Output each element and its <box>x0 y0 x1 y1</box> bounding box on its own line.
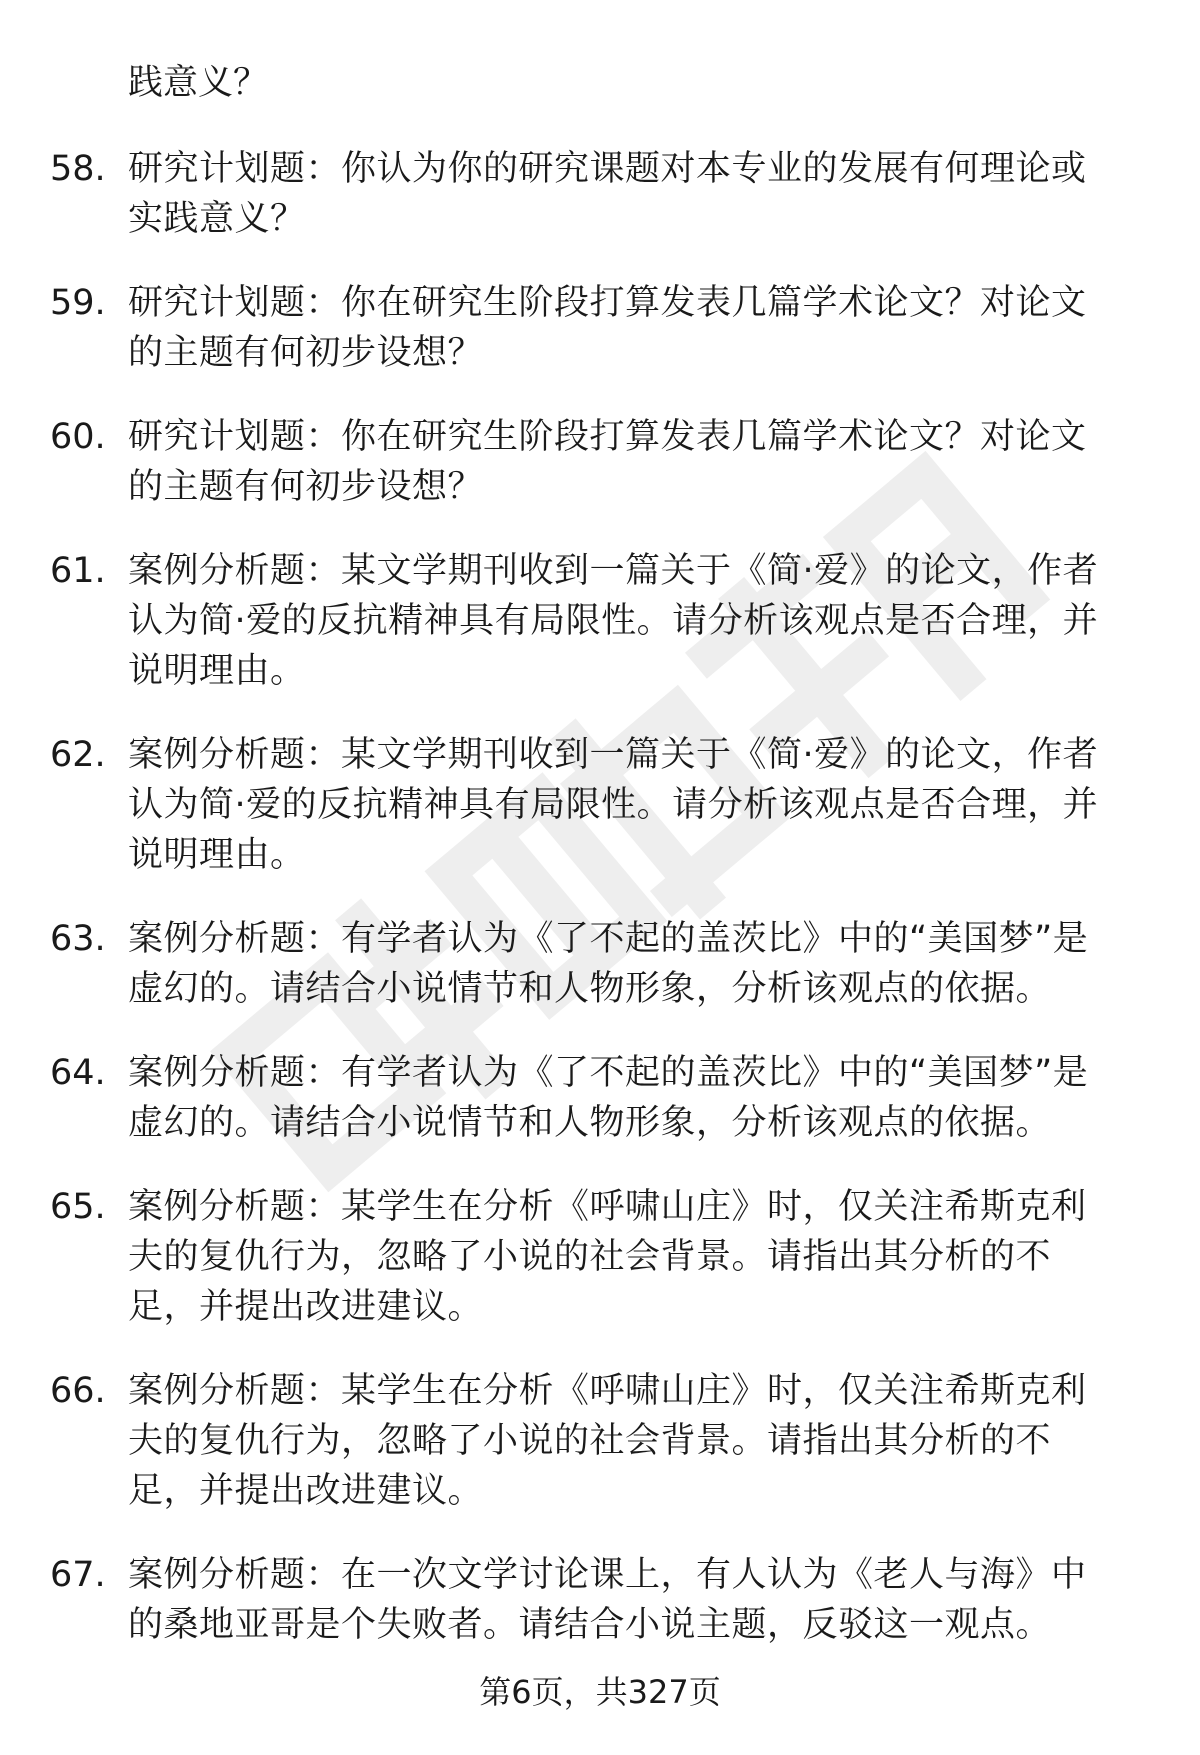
question-text: 案例分析题：某学生在分析《呼啸山庄》时，仅关注希斯克利夫的复仇行为，忽略了小说的社会背景。请指出其分析的不足，并提出改进建议。 <box>128 1371 1087 1511</box>
question-item <box>50 914 1120 1014</box>
question-text: 研究计划题：你在研究生阶段打算发表几篇学术论文？对论文的主题有何初步设想？ <box>128 417 1087 507</box>
question-text: 研究计划题：你认为你的研究课题对本专业的发展有何理论或实践意义？ <box>128 149 1087 239</box>
question-text: 案例分析题：某文学期刊收到一篇关于《简·爱》的论文，作者认为简·爱的反抗精神具有局限性。请分析该观点是否合理，并说明理由。 <box>128 735 1099 875</box>
question-number: 59. <box>50 283 106 323</box>
question-item <box>50 1550 1120 1650</box>
question-text: 研究计划题：你在研究生阶段打算发表几篇学术论文？对论文的主题有何初步设想？ <box>128 283 1087 373</box>
question-number: 66. <box>50 1371 106 1411</box>
question-number: 62. <box>50 735 106 775</box>
question-text: 案例分析题：某学生在分析《呼啸山庄》时，仅关注希斯克利夫的复仇行为，忽略了小说的社会背景。请指出其分析的不足，并提出改进建议。 <box>128 1187 1087 1327</box>
page-footer <box>0 1672 1200 1712</box>
question-number: 60. <box>50 417 106 457</box>
question-number: 65. <box>50 1187 106 1227</box>
question-number: 61. <box>50 551 106 591</box>
question-text: 案例分析题：有学者认为《了不起的盖茨比》中的“美国梦”是虚幻的。请结合小说情节和人物形象，分析该观点的依据。 <box>128 1053 1089 1143</box>
continued-question-text: 践意义？ <box>128 63 269 103</box>
question-item <box>50 1182 1120 1332</box>
question-number: 63. <box>50 919 106 959</box>
question-item <box>50 278 1120 378</box>
question-number: 67. <box>50 1555 106 1595</box>
question-item <box>50 412 1120 512</box>
question-item <box>50 546 1120 696</box>
question-number: 58. <box>50 149 106 189</box>
question-number: 64. <box>50 1053 106 1093</box>
question-text: 案例分析题：在一次文学讨论课上，有人认为《老人与海》中的桑地亚哥是个失败者。请结合小说主题，反驳这一观点。 <box>128 1555 1087 1645</box>
question-item <box>50 1048 1120 1148</box>
page-number-label: 第6页，共327页 <box>479 1673 721 1711</box>
question-item <box>50 730 1120 880</box>
question-text: 案例分析题：有学者认为《了不起的盖茨比》中的“美国梦”是虚幻的。请结合小说情节和人物形象，分析该观点的依据。 <box>128 919 1089 1009</box>
question-item <box>50 144 1120 244</box>
question-item <box>50 1366 1120 1516</box>
question-text: 案例分析题：某文学期刊收到一篇关于《简·爱》的论文，作者认为简·爱的反抗精神具有局限性。请分析该观点是否合理，并说明理由。 <box>128 551 1099 691</box>
